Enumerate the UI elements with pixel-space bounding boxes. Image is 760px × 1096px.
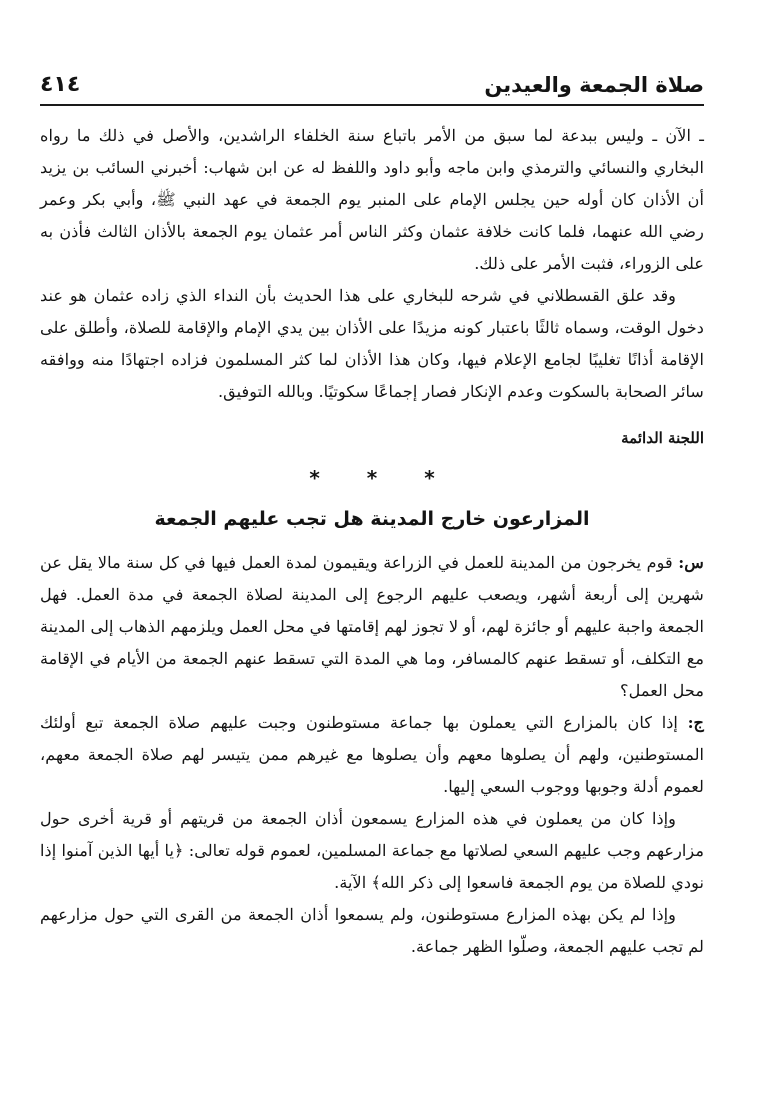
commentary-paragraph: وقد علق القسطلاني في شرحه للبخاري على هذا الحديث بأن النداء الذي زاده عثمان هو عند دخول الوقت، وسماه ثالثًا باعتبار كونه مزيدًا على الأذان بين يدي الإمام والإقامة للصلاة، وأطلق على الإقامة أذانًا تغليبًا لجامع الإعلام فيها، وكان هذا الأذان لما كثر المسلمون فزاده اجتهادًا منه ووافقه سائر الصحابة بالسكوت وعدم الإنكار فصار إجماعًا سكوتيًا. وبالله التوفيق. xyxy=(40,286,704,401)
question-label: س: xyxy=(678,553,704,572)
continued-answer-paragraph: ـ الآن ـ وليس ببدعة لما سبق من الأمر باتباع سنة الخلفاء الراشدين، والأصل في ذلك ما رواه البخاري والنسائي والترمذي وابن ماجه وأبو داود واللفظ له عن ابن شهاب: أخبرني السائب بن يزيد أن الأذان كان أوله حين يجلس الإمام على المنبر يوم الجمعة في عهد النبي ﷺ، وأبي بكر وعمر رضي الله عنهما، فلما كانت خلافة عثمان وكثر الناس أمر عثمان يوم الجمعة بالأذان الثالث فأذن به على الزوراء، فثبت الأمر على ذلك. xyxy=(40,126,704,273)
committee-signature: اللجنة الدائمة xyxy=(621,429,704,447)
page-number: ٤١٤ xyxy=(40,72,81,97)
question-paragraph xyxy=(40,547,704,707)
running-title: صلاة الجمعة والعيدين xyxy=(484,73,704,97)
answer-paragraph-2: وإذا كان من يعملون في هذه المزارع يسمعون أذان الجمعة من قريتهم أو قرية أخرى حول مزارعهم وجب عليهم السعي لصلاتها مع جماعة المسلمين، لعموم قوله تعالى: ﴿يا أيها الذين آمنوا إذا نودي للصلاة من يوم الجمعة فاسعوا إلى ذكر الله﴾ الآية. xyxy=(40,809,704,892)
answer-text: إذا كان بالمزارع التي يعملون بها جماعة مستوطنون وجبت عليهم صلاة الجمعة تبع أولئك المستوطنين، ولهم أن يصلوها معهم وأن يصلوها مع غيرهم ممن يتيسر لهم صلاة الجمعة معهم، لعموم أدلة وجوبها ووجوب السعي إليها. xyxy=(40,713,704,796)
question-text: قوم يخرجون من المدينة للعمل في الزراعة ويقيمون لمدة العمل فيها في كل سنة مالا يقل عن شهرين إلى أربعة أشهر، ويصعب عليهم الرجوع إلى المدينة لصلاة الجمعة في مدة العمل. فهل الجمعة واجبة عليهم أو جائزة لهم، أو لا تجوز لهم إقامتها في محل العمل ويلزمهم الذهاب إلى المدينة مع التكلف، أو تسقط عنهم كالمسافر، وما هي المدة التي تسقط عنهم الجمعة من الأيام في الإقامة محل العمل؟ xyxy=(40,553,704,700)
page-header xyxy=(40,58,704,106)
section-separator: * * * xyxy=(309,466,455,490)
fatwa-title: المزارعون خارج المدينة هل تجب عليهم الجمعة xyxy=(154,508,590,530)
answer-label: ج: xyxy=(687,713,704,732)
answer-paragraph xyxy=(40,707,704,803)
answer-paragraph-3: وإذا لم يكن بهذه المزارع مستوطنون، ولم يسمعوا أذان الجمعة من القرى التي حول مزارعهم لم تجب عليهم الجمعة، وصلّوا الظهر جماعة. xyxy=(40,905,704,956)
book-page xyxy=(40,58,704,963)
